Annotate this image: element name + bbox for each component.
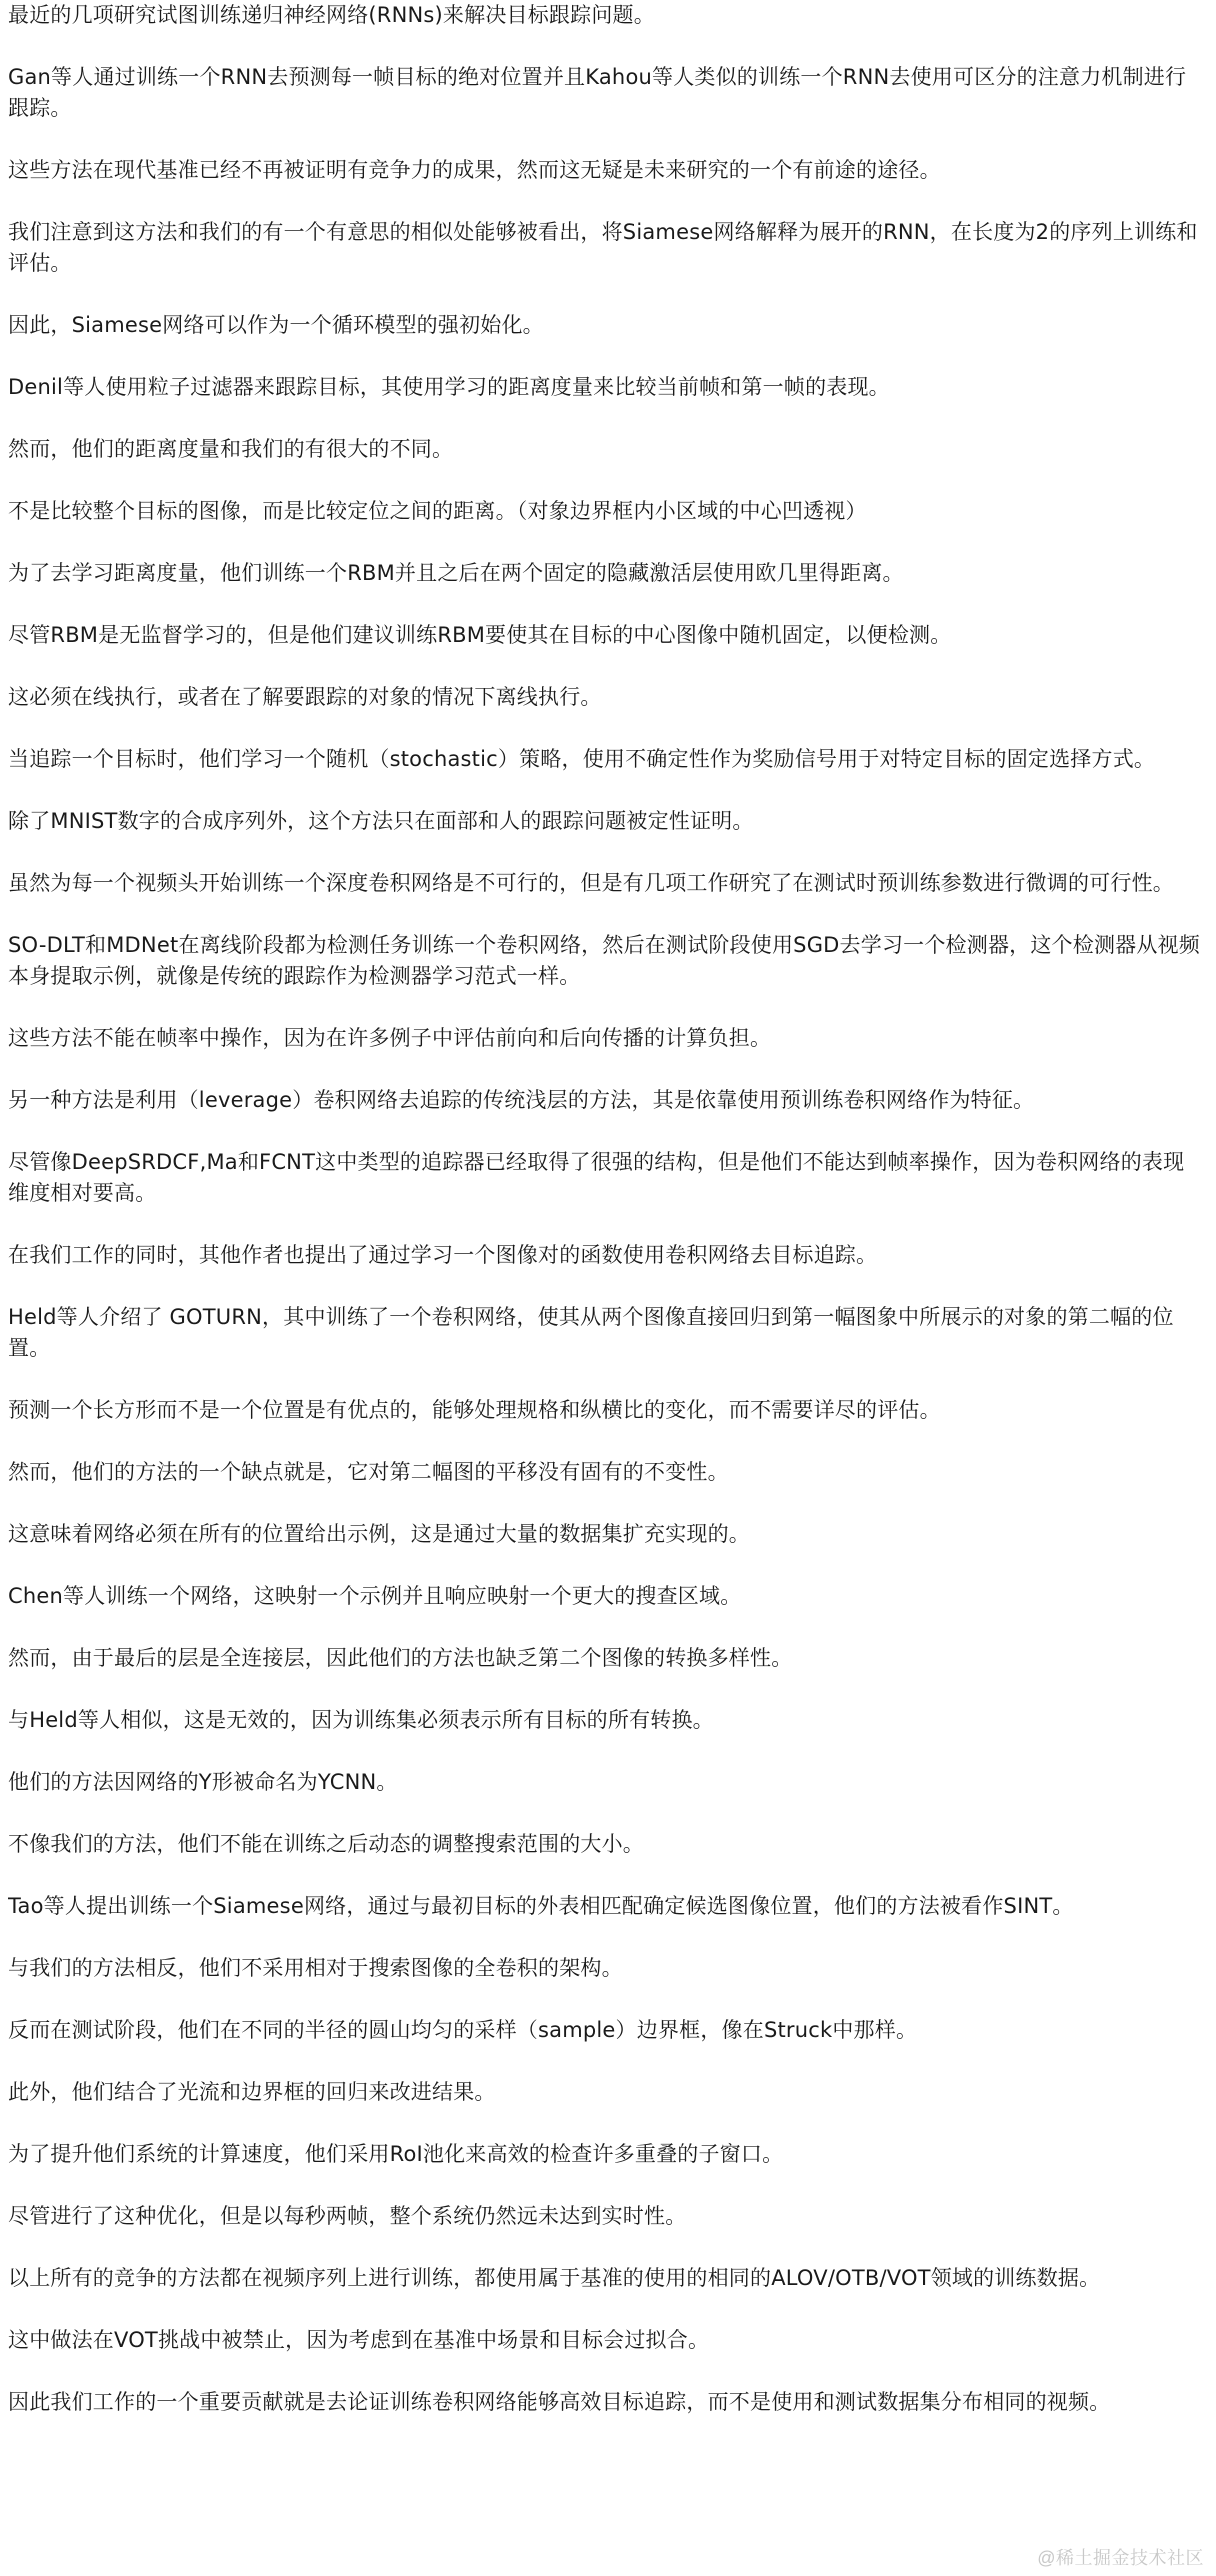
paragraph: 然而，他们的方法的一个缺点就是，它对第二幅图的平移没有固有的不变性。 [8, 1460, 729, 1484]
paragraph: Gan等人通过训练一个RNN去预测每一帧目标的绝对位置并且Kahou等人类似的训练一个RNN去使用可区分的注意力机制进行跟踪。 [8, 65, 1187, 120]
paragraph: 此外，他们结合了光流和边界框的回归来改进结果。 [8, 2080, 496, 2104]
paragraph: 预测一个长方形而不是一个位置是有优点的，能够处理规格和纵横比的变化，而不需要详尽的评估。 [8, 1398, 941, 1422]
paragraph: 这些方法在现代基准已经不再被证明有竞争力的成果，然而这无疑是未来研究的一个有前途的途径。 [8, 158, 941, 182]
watermark: @稀土掘金技术社区 [1037, 2548, 1204, 2568]
paragraph: 在我们工作的同时，其他作者也提出了通过学习一个图像对的函数使用卷积网络去目标追踪。 [8, 1243, 878, 1267]
paragraph: 这中做法在VOT挑战中被禁止，因为考虑到在基准中场景和目标会过拟合。 [8, 2328, 710, 2352]
paragraph: 尽管进行了这种优化，但是以每秒两帧，整个系统仍然远未达到实时性。 [8, 2204, 687, 2228]
paragraph: Denil等人使用粒子过滤器来跟踪目标，其使用学习的距离度量来比较当前帧和第一帧的表现。 [8, 375, 890, 399]
paragraph: 这些方法不能在帧率中操作，因为在许多例子中评估前向和后向传播的计算负担。 [8, 1026, 772, 1050]
paragraph: 因此，Siamese网络可以作为一个循环模型的强初始化。 [8, 313, 544, 337]
paragraph: 因此我们工作的一个重要贡献就是去论证训练卷积网络能够高效目标追踪，而不是使用和测试数据集分布相同的视频。 [8, 2390, 1111, 2414]
paragraph: 与Held等人相似，这是无效的，因为训练集必须表示所有目标的所有转换。 [8, 1708, 714, 1732]
paragraph: 不像我们的方法，他们不能在训练之后动态的调整搜索范围的大小。 [8, 1832, 644, 1856]
paragraph: 反而在测试阶段，他们在不同的半径的圆山均匀的采样（sample）边界框，像在Struck中那样。 [8, 2018, 918, 2042]
paragraph: 最近的几项研究试图训练递归神经网络(RNNs)来解决目标跟踪问题。 [8, 3, 655, 27]
paragraph: 尽管RBM是无监督学习的，但是他们建议训练RBM要使其在目标的中心图像中随机固定，以便检测。 [8, 623, 952, 647]
paragraph: 不是比较整个目标的图像，而是比较定位之间的距离。（对象边界框内小区域的中心凹透视） [8, 499, 867, 523]
paragraph: Tao等人提出训练一个Siamese网络，通过与最初目标的外表相匹配确定候选图像位置，他们的方法被看作SINT。 [8, 1894, 1074, 1918]
paragraph: 虽然为每一个视频头开始训练一个深度卷积网络是不可行的，但是有几项工作研究了在测试时预训练参数进行微调的可行性。 [8, 871, 1174, 895]
paragraph: 另一种方法是利用（leverage）卷积网络去追踪的传统浅层的方法，其是依靠使用预训练卷积网络作为特征。 [8, 1088, 1035, 1112]
paragraph: 为了提升他们系统的计算速度，他们采用RoI池化来高效的检查许多重叠的子窗口。 [8, 2142, 784, 2166]
paragraph: SO-DLT和MDNet在离线阶段都为检测任务训练一个卷积网络，然后在测试阶段使用SGD去学习一个检测器，这个检测器从视频本身提取示例，就像是传统的跟踪作为检测器学习范式一样。 [8, 933, 1200, 988]
paragraph: 与我们的方法相反，他们不采用相对于搜索图像的全卷积的架构。 [8, 1956, 623, 1980]
paragraph: 然而，他们的距离度量和我们的有很大的不同。 [8, 437, 454, 461]
paragraph: 当追踪一个目标时，他们学习一个随机（stochastic）策略，使用不确定性作为奖励信号用于对特定目标的固定选择方式。 [8, 747, 1156, 771]
paragraph: 这意味着网络必须在所有的位置给出示例，这是通过大量的数据集扩充实现的。 [8, 1522, 750, 1546]
paragraph: 尽管像DeepSRDCF,Ma和FCNT这中类型的追踪器已经取得了很强的结构，但是他们不能达到帧率操作，因为卷积网络的表现维度相对要高。 [8, 1150, 1185, 1205]
paragraph: 他们的方法因网络的Y形被命名为YCNN。 [8, 1770, 398, 1794]
paragraph: Held等人介绍了 GOTURN，其中训练了一个卷积网络，使其从两个图像直接回归到第一幅图象中所展示的对象的第二幅的位置。 [8, 1305, 1174, 1360]
paragraph: Chen等人训练一个网络，这映射一个示例并且响应映射一个更大的搜查区域。 [8, 1584, 742, 1608]
paragraph: 为了去学习距离度量，他们训练一个RBM并且之后在两个固定的隐藏激活层使用欧几里得距离。 [8, 561, 904, 585]
paragraph: 以上所有的竞争的方法都在视频序列上进行训练，都使用属于基准的使用的相同的ALOV/OTB/VOT领域的训练数据。 [8, 2266, 1101, 2290]
paragraph: 我们注意到这方法和我们的有一个有意思的相似处能够被看出，将Siamese网络解释为展开的RNN，在长度为2的序列上训练和评估。 [8, 220, 1198, 275]
document-body [8, 0, 1204, 2576]
paragraph: 除了MNIST数字的合成序列外，这个方法只在面部和人的跟踪问题被定性证明。 [8, 809, 754, 833]
paragraph: 然而，由于最后的层是全连接层，因此他们的方法也缺乏第二个图像的转换多样性。 [8, 1646, 793, 1670]
paragraph: 这必须在线执行，或者在了解要跟踪的对象的情况下离线执行。 [8, 685, 602, 709]
